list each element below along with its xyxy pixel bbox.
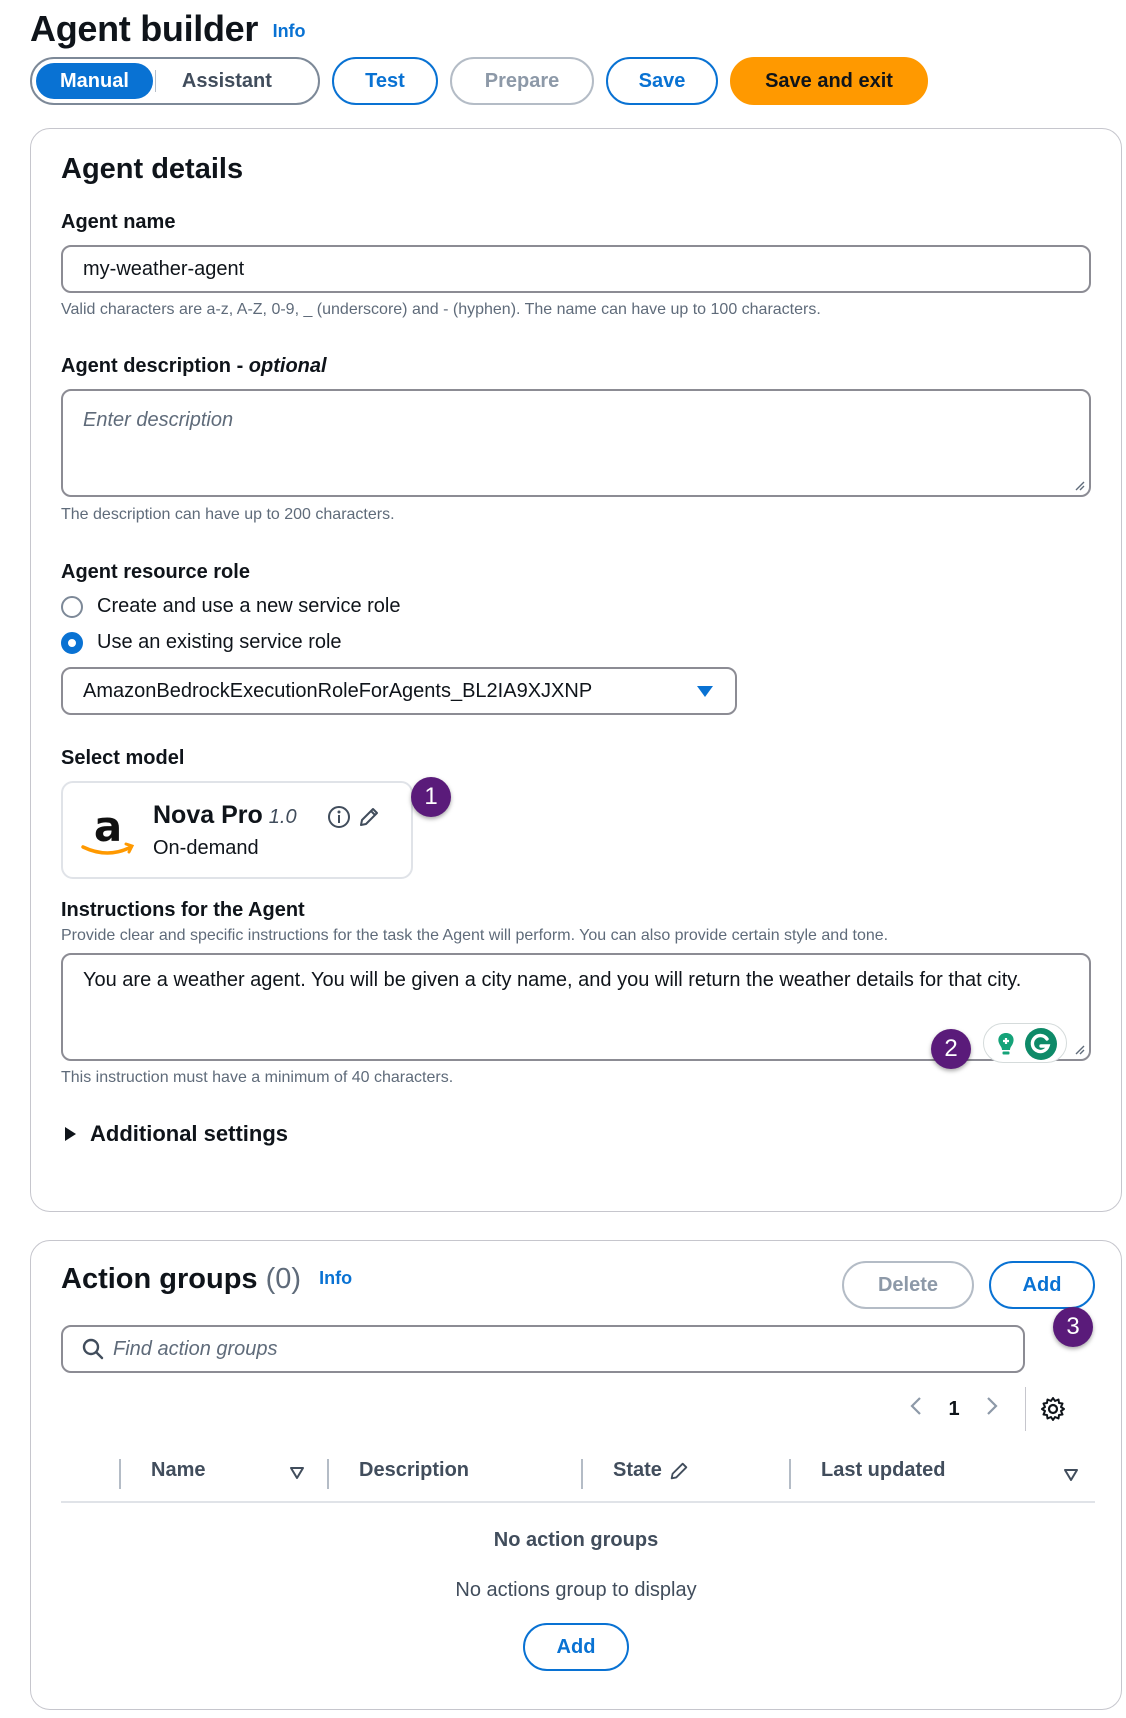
info-circle-icon[interactable] — [327, 805, 351, 829]
chevron-right-icon[interactable] — [985, 1395, 999, 1417]
action-groups-info-link[interactable]: Info — [319, 1268, 353, 1288]
agent-resource-role-label: Agent resource role — [61, 561, 250, 583]
amazon-logo-icon — [77, 801, 139, 863]
empty-state-text: No actions group to display — [455, 1579, 697, 1601]
pagination — [897, 1387, 1066, 1431]
save-and-exit-button[interactable]: Save and exit — [730, 57, 928, 105]
agent-name-input[interactable] — [61, 245, 1091, 293]
optional-tag: optional — [248, 355, 327, 377]
caret-right-icon — [65, 1127, 76, 1141]
action-groups-search-input[interactable] — [61, 1325, 1025, 1373]
settings-gear-icon[interactable] — [1040, 1396, 1066, 1422]
model-name: Nova Pro 1.0 — [153, 801, 297, 829]
empty-state-add-button[interactable]: Add — [523, 1623, 629, 1671]
action-groups-container — [30, 1240, 1122, 1710]
resize-handle-icon[interactable] — [1073, 1043, 1085, 1055]
prepare-button[interactable]: Prepare — [450, 57, 594, 105]
search-icon — [81, 1337, 105, 1361]
test-button[interactable]: Test — [332, 57, 438, 105]
edit-pencil-icon — [668, 1460, 690, 1482]
model-mode: On-demand — [153, 837, 259, 859]
add-action-group-button[interactable]: Add — [989, 1261, 1095, 1309]
grammarly-icon[interactable] — [1024, 1027, 1058, 1061]
model-version: 1.0 — [268, 806, 297, 828]
info-link[interactable]: Info — [272, 21, 306, 41]
column-header-name[interactable]: Name — [151, 1459, 205, 1482]
lightbulb-icon[interactable] — [992, 1030, 1020, 1058]
action-groups-heading: Action groups (0) Info — [61, 1263, 353, 1295]
action-groups-count: (0) — [265, 1263, 302, 1295]
column-divider — [119, 1459, 121, 1489]
column-divider — [581, 1459, 583, 1489]
service-role-value: AmazonBedrockExecutionRoleForAgents_BL2IA9XJXNP — [83, 679, 593, 702]
agent-details-container — [30, 128, 1122, 1212]
annotation-badge-1: 1 — [411, 777, 451, 817]
delete-button[interactable]: Delete — [842, 1261, 974, 1309]
pager-divider — [1025, 1387, 1026, 1431]
writing-assistant-widget[interactable] — [983, 1023, 1067, 1063]
column-divider — [327, 1459, 329, 1489]
model-card[interactable] — [61, 781, 413, 879]
agent-name-value: my-weather-agent — [83, 257, 245, 280]
service-role-select[interactable] — [61, 667, 737, 715]
previous-page-button[interactable] — [897, 1395, 935, 1423]
instructions-hint: Provide clear and specific instructions for the task the Agent will perform. You can also provide certain style and tone. — [61, 927, 889, 944]
page-number[interactable]: 1 — [948, 1397, 960, 1420]
chevron-left-icon[interactable] — [909, 1395, 923, 1417]
instructions-value: You are a weather agent. You will be given a city name, and you will return the weather details for that city. — [83, 969, 1022, 991]
radio-existing-service-role[interactable] — [61, 631, 342, 654]
manual-mode-button[interactable]: Manual — [36, 63, 153, 99]
radio-new-service-role-label: Create and use a new service role — [97, 595, 401, 617]
next-page-button[interactable] — [973, 1395, 1011, 1423]
caret-down-icon — [697, 686, 713, 697]
empty-state-title: No action groups — [493, 1529, 659, 1551]
assistant-mode-button[interactable]: Assistant — [181, 69, 272, 92]
sort-caret-icon[interactable] — [1063, 1467, 1079, 1483]
radio-button-unchecked[interactable] — [61, 596, 83, 618]
resize-handle-icon[interactable] — [1073, 479, 1085, 491]
column-header-last-updated[interactable]: Last updated — [821, 1459, 946, 1481]
radio-new-service-role[interactable] — [61, 595, 401, 618]
additional-settings-expander[interactable] — [65, 1121, 288, 1147]
agent-details-heading: Agent details — [61, 153, 244, 185]
radio-button-checked[interactable] — [61, 632, 83, 654]
column-header-description[interactable]: Description — [359, 1459, 470, 1481]
mode-divider — [155, 70, 156, 92]
svg-text:a: a — [93, 802, 123, 851]
save-button[interactable]: Save — [606, 57, 718, 105]
page-title: Agent builder — [30, 8, 259, 49]
table-header-divider — [61, 1501, 1095, 1503]
annotation-badge-3: 3 — [1053, 1307, 1093, 1347]
toolbar — [30, 57, 928, 105]
agent-description-hint: The description can have up to 200 characters. — [61, 506, 395, 523]
sort-caret-icon[interactable] — [289, 1465, 305, 1481]
additional-settings-label: Additional settings — [90, 1121, 288, 1146]
description-placeholder: Enter description — [83, 409, 234, 431]
agent-description-textarea[interactable] — [61, 389, 1091, 497]
agent-name-label: Agent name — [61, 211, 176, 233]
agent-name-hint: Valid characters are a-z, A-Z, 0-9, _ (underscore) and - (hyphen). The name can have up to 100 characters. — [61, 301, 821, 318]
page-header — [30, 8, 306, 50]
column-header-state[interactable]: State — [613, 1459, 690, 1482]
instructions-label: Instructions for the Agent — [61, 899, 305, 921]
select-model-label: Select model — [61, 747, 185, 769]
column-divider — [789, 1459, 791, 1489]
annotation-badge-2: 2 — [931, 1029, 971, 1069]
search-placeholder: Find action groups — [113, 1337, 278, 1360]
edit-pencil-icon[interactable] — [357, 805, 381, 829]
instructions-min-hint: This instruction must have a minimum of 40 characters. — [61, 1069, 454, 1086]
mode-toggle — [30, 57, 320, 105]
radio-existing-service-role-label: Use an existing service role — [97, 631, 342, 653]
agent-description-label: Agent description - optional — [61, 355, 327, 377]
